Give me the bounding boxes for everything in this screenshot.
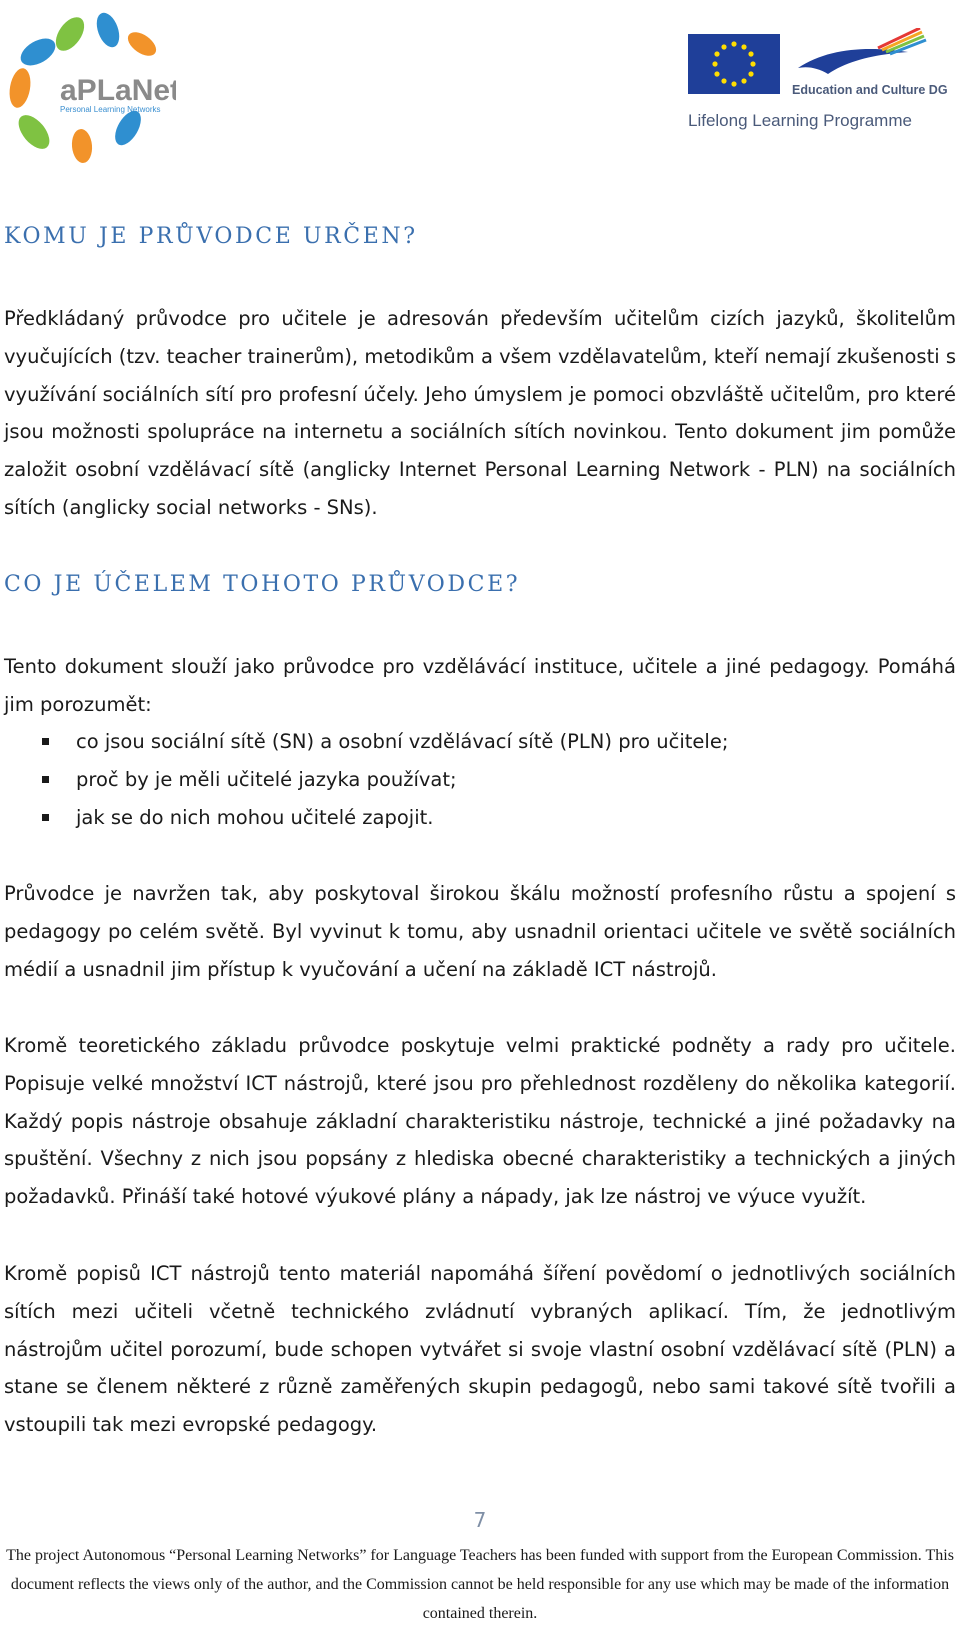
bullet-square-icon: [42, 814, 49, 821]
list-item: co jsou sociální sítě (SN) a osobní vzdělávací sítě (PLN) pro učitele;: [40, 723, 728, 761]
section-heading-audience: KOMU JE PRŮVODCE URČEN?: [4, 224, 418, 249]
list-item: jak se do nich mohou učitelé zapojit.: [40, 799, 728, 837]
paragraph-purpose-intro: Tento dokument slouží jako průvodce pro vzdělávácí instituce, učitele a jiné pedagogy. Pomáhá jim porozumět:: [4, 655, 956, 716]
aplanet-logo: [4, 8, 176, 168]
purpose-bullet-list: [40, 723, 728, 837]
page-number: 7: [473, 1508, 487, 1532]
paragraph-guide-design: Průvodce je navržen tak, aby poskytoval širokou škálu možností profesního růstu a spojení s pedagogy po celém světě. Byl vyvinut k tomu, aby usnadnil orientaci učitele ve světě sociálních médií a usnadnil jim přístup k vyučování a učení na základě ICT nástrojů.: [4, 882, 956, 981]
bullet-square-icon: [42, 738, 49, 745]
paragraph-tools-description: Kromě teoretického základu průvodce poskytuje velmi praktické podněty a rady pro učitele. Popisuje velké množství ICT nástrojů, které jsou pro přehlednost rozděleny do několika kategorií. Každý popis nástroje obsahuje základní charakteristiku nástroje, technické a jiné požadavky na spuštění. Všechny z nich jsou popsány z hlediska obecné charakteristiky a technických a jiných požadavků. Přináší také hotové výukové plány a nápady, jak lze nástroj ve výuce využít.: [4, 1034, 956, 1209]
aplanet-wordmark: aPLaNet: [60, 74, 176, 107]
aplanet-subtitle: Personal Learning Networks: [60, 105, 161, 114]
lifelong-learning-logo: [688, 28, 958, 138]
paragraph-social-networks: Kromě popisů ICT nástrojů tento materiál napomáhá šíření povědomí o jednotlivých sociálních sítích mezi učiteli včetně technického zvládnutí vybraných aplikací. Tím, že jednotlivým nástrojům učitel porozumí, bude schopen vytvářet si svoje vlastní osobní vzdělávací sítě (PLN) a stane se členem některé z různě zaměřených skupin pedagogů, nebo sami takové sítě tvořili a vstoupili tak mezi evropské pedagogy.: [4, 1262, 956, 1437]
bullet-square-icon: [42, 776, 49, 783]
section-heading-purpose: CO JE ÚČELEM TOHOTO PRŮVODCE?: [4, 572, 521, 597]
paragraph-audience: Předkládaný průvodce pro učitele je adresován především učitelům cizích jazyků, školitelům vyučujících (tzv. teacher trainerům), metodikům a všem vzdělavatelům, kteří nemají zkušenosti s využívání sociálních sítí pro profesní účely. Jeho úmyslem je pomoci obzvláště učitelům, pro které jsou možnosti spolupráce na internetu a sociálních sítích novinkou. Tento dokument jim pomůže založit osobní vzdělávací sítě (anglicky Internet Personal Learning Network - PLN) na sociálních sítích (anglicky social networks - SNs).: [4, 307, 957, 519]
dg-label: Education and Culture DG: [792, 83, 948, 97]
funding-disclaimer-footer: The project Autonomous “Personal Learning Networks” for Language Teachers has been funded with support from the European Commission. This document reflects the views only of the author, and the Commission cannot be held responsible for any use which may be made of the information contained therein.: [6, 1547, 954, 1622]
programme-label: Lifelong Learning Programme: [688, 111, 912, 130]
list-item: proč by je měli učitelé jazyka používat;: [40, 761, 728, 799]
